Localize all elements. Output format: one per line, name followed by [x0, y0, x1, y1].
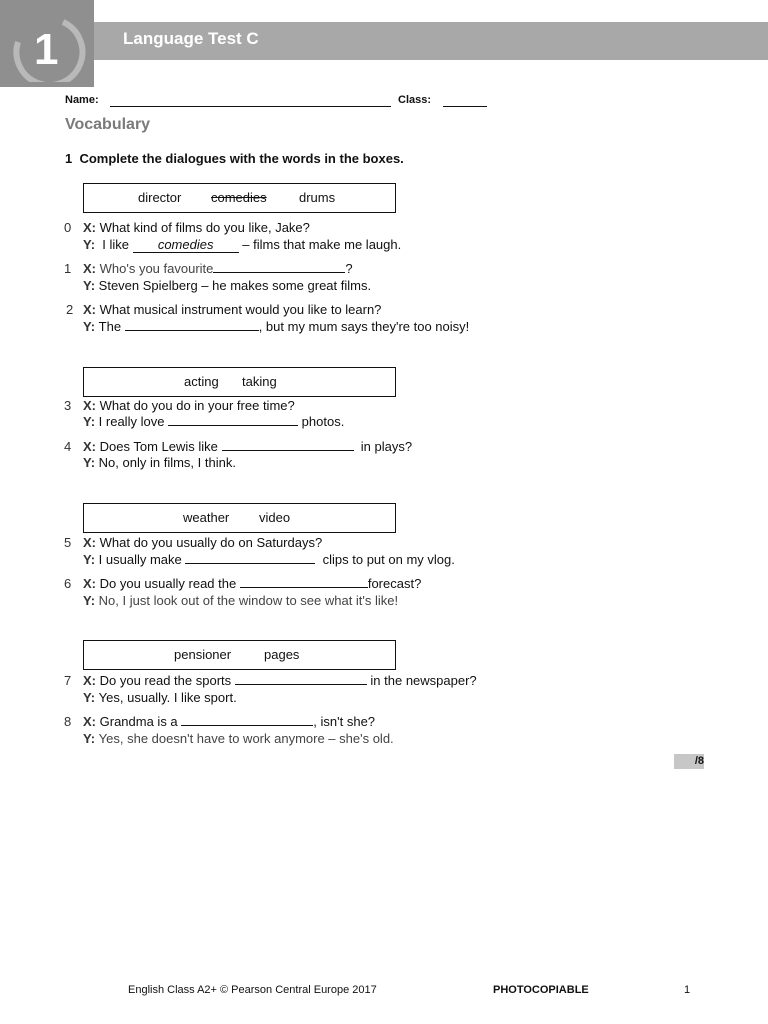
- score-box: /8: [674, 754, 704, 769]
- header-bar: [0, 22, 768, 60]
- item-3-x: X: What do you do in your free time?: [83, 398, 295, 413]
- item-7-x: X: Do you read the sports in the newspaper?: [83, 673, 477, 688]
- item-0-x: X: What kind of films do you like, Jake?: [83, 220, 310, 235]
- class-label: Class:: [398, 94, 432, 106]
- item-0-y: Y: I like comedies – films that make me laugh.: [83, 237, 402, 252]
- item-number: 3: [64, 398, 72, 413]
- item-number: 1: [64, 261, 72, 276]
- item-number: 6: [64, 576, 72, 591]
- item-8-y: Y: Yes, she doesn't have to work anymore – she's old.: [83, 731, 394, 746]
- item-number: 7: [64, 673, 72, 688]
- item-number: 0: [64, 220, 72, 235]
- name-field[interactable]: [110, 106, 391, 107]
- unit-circle-icon: [8, 12, 86, 82]
- page-title: Language Test C: [123, 29, 259, 48]
- answer-blank[interactable]: [222, 439, 354, 451]
- word-box-3: [83, 503, 396, 533]
- word: video: [259, 510, 291, 525]
- word: acting: [184, 374, 219, 389]
- word-box-1: [83, 183, 396, 213]
- instruction-text: Complete the dialogues with the words in the boxes.: [79, 151, 404, 166]
- instruction-number: 1: [65, 151, 73, 166]
- item-4-y: Y: No, only in films, I think.: [83, 455, 236, 470]
- section-heading: Vocabulary: [65, 116, 151, 133]
- item-number: 5: [64, 535, 72, 550]
- item-2-y: Y: The , but my mum says they're too noisy!: [83, 319, 470, 334]
- class-field[interactable]: [443, 106, 487, 107]
- answer-blank[interactable]: [168, 414, 298, 426]
- answer-example: comedies: [133, 237, 239, 253]
- footer-photocopiable: PHOTOCOPIABLE: [493, 984, 589, 996]
- footer-copyright: English Class A2+ © Pearson Central Europe 2017: [128, 984, 377, 996]
- item-3-y: Y: I really love photos.: [83, 414, 345, 429]
- answer-blank[interactable]: [213, 261, 345, 273]
- item-2-x: X: What musical instrument would you like to learn?: [83, 302, 382, 317]
- item-7-y: Y: Yes, usually. I like sport.: [83, 690, 237, 705]
- word: taking: [242, 374, 277, 389]
- word-box-4: [83, 640, 396, 670]
- item-5-x: X: What do you usually do on Saturdays?: [83, 535, 323, 550]
- word: pensioner: [174, 647, 232, 662]
- word: pages: [264, 647, 300, 662]
- word-struck: comedies: [211, 190, 267, 205]
- item-number: 4: [64, 439, 72, 454]
- answer-blank[interactable]: [181, 714, 313, 726]
- item-1-x: X: Who's you favourite ?: [83, 261, 353, 276]
- word-box-2: [83, 367, 396, 397]
- item-5-y: Y: I usually make clips to put on my vlog.: [83, 552, 455, 567]
- answer-blank[interactable]: [240, 576, 368, 588]
- unit-tab: [0, 0, 94, 87]
- answer-blank[interactable]: [235, 673, 367, 685]
- instruction: [65, 151, 404, 166]
- word: weather: [183, 510, 230, 525]
- word: director: [138, 190, 182, 205]
- word: drums: [299, 190, 336, 205]
- item-1-y: Y: Steven Spielberg – he makes some great films.: [83, 278, 372, 293]
- page-number: 1: [684, 984, 691, 996]
- item-6-y: Y: No, I just look out of the window to see what it's like!: [83, 593, 399, 608]
- answer-blank[interactable]: [185, 552, 315, 564]
- item-8-x: X: Grandma is a , isn't she?: [83, 714, 376, 729]
- item-number: 8: [64, 714, 72, 729]
- item-6-x: X: Do you usually read the forecast?: [83, 576, 422, 591]
- answer-blank[interactable]: [125, 319, 259, 331]
- item-number: 2: [66, 302, 74, 317]
- name-label: Name:: [65, 94, 99, 106]
- svg-text:1: 1: [34, 25, 59, 74]
- item-4-x: X: Does Tom Lewis like in plays?: [83, 439, 413, 454]
